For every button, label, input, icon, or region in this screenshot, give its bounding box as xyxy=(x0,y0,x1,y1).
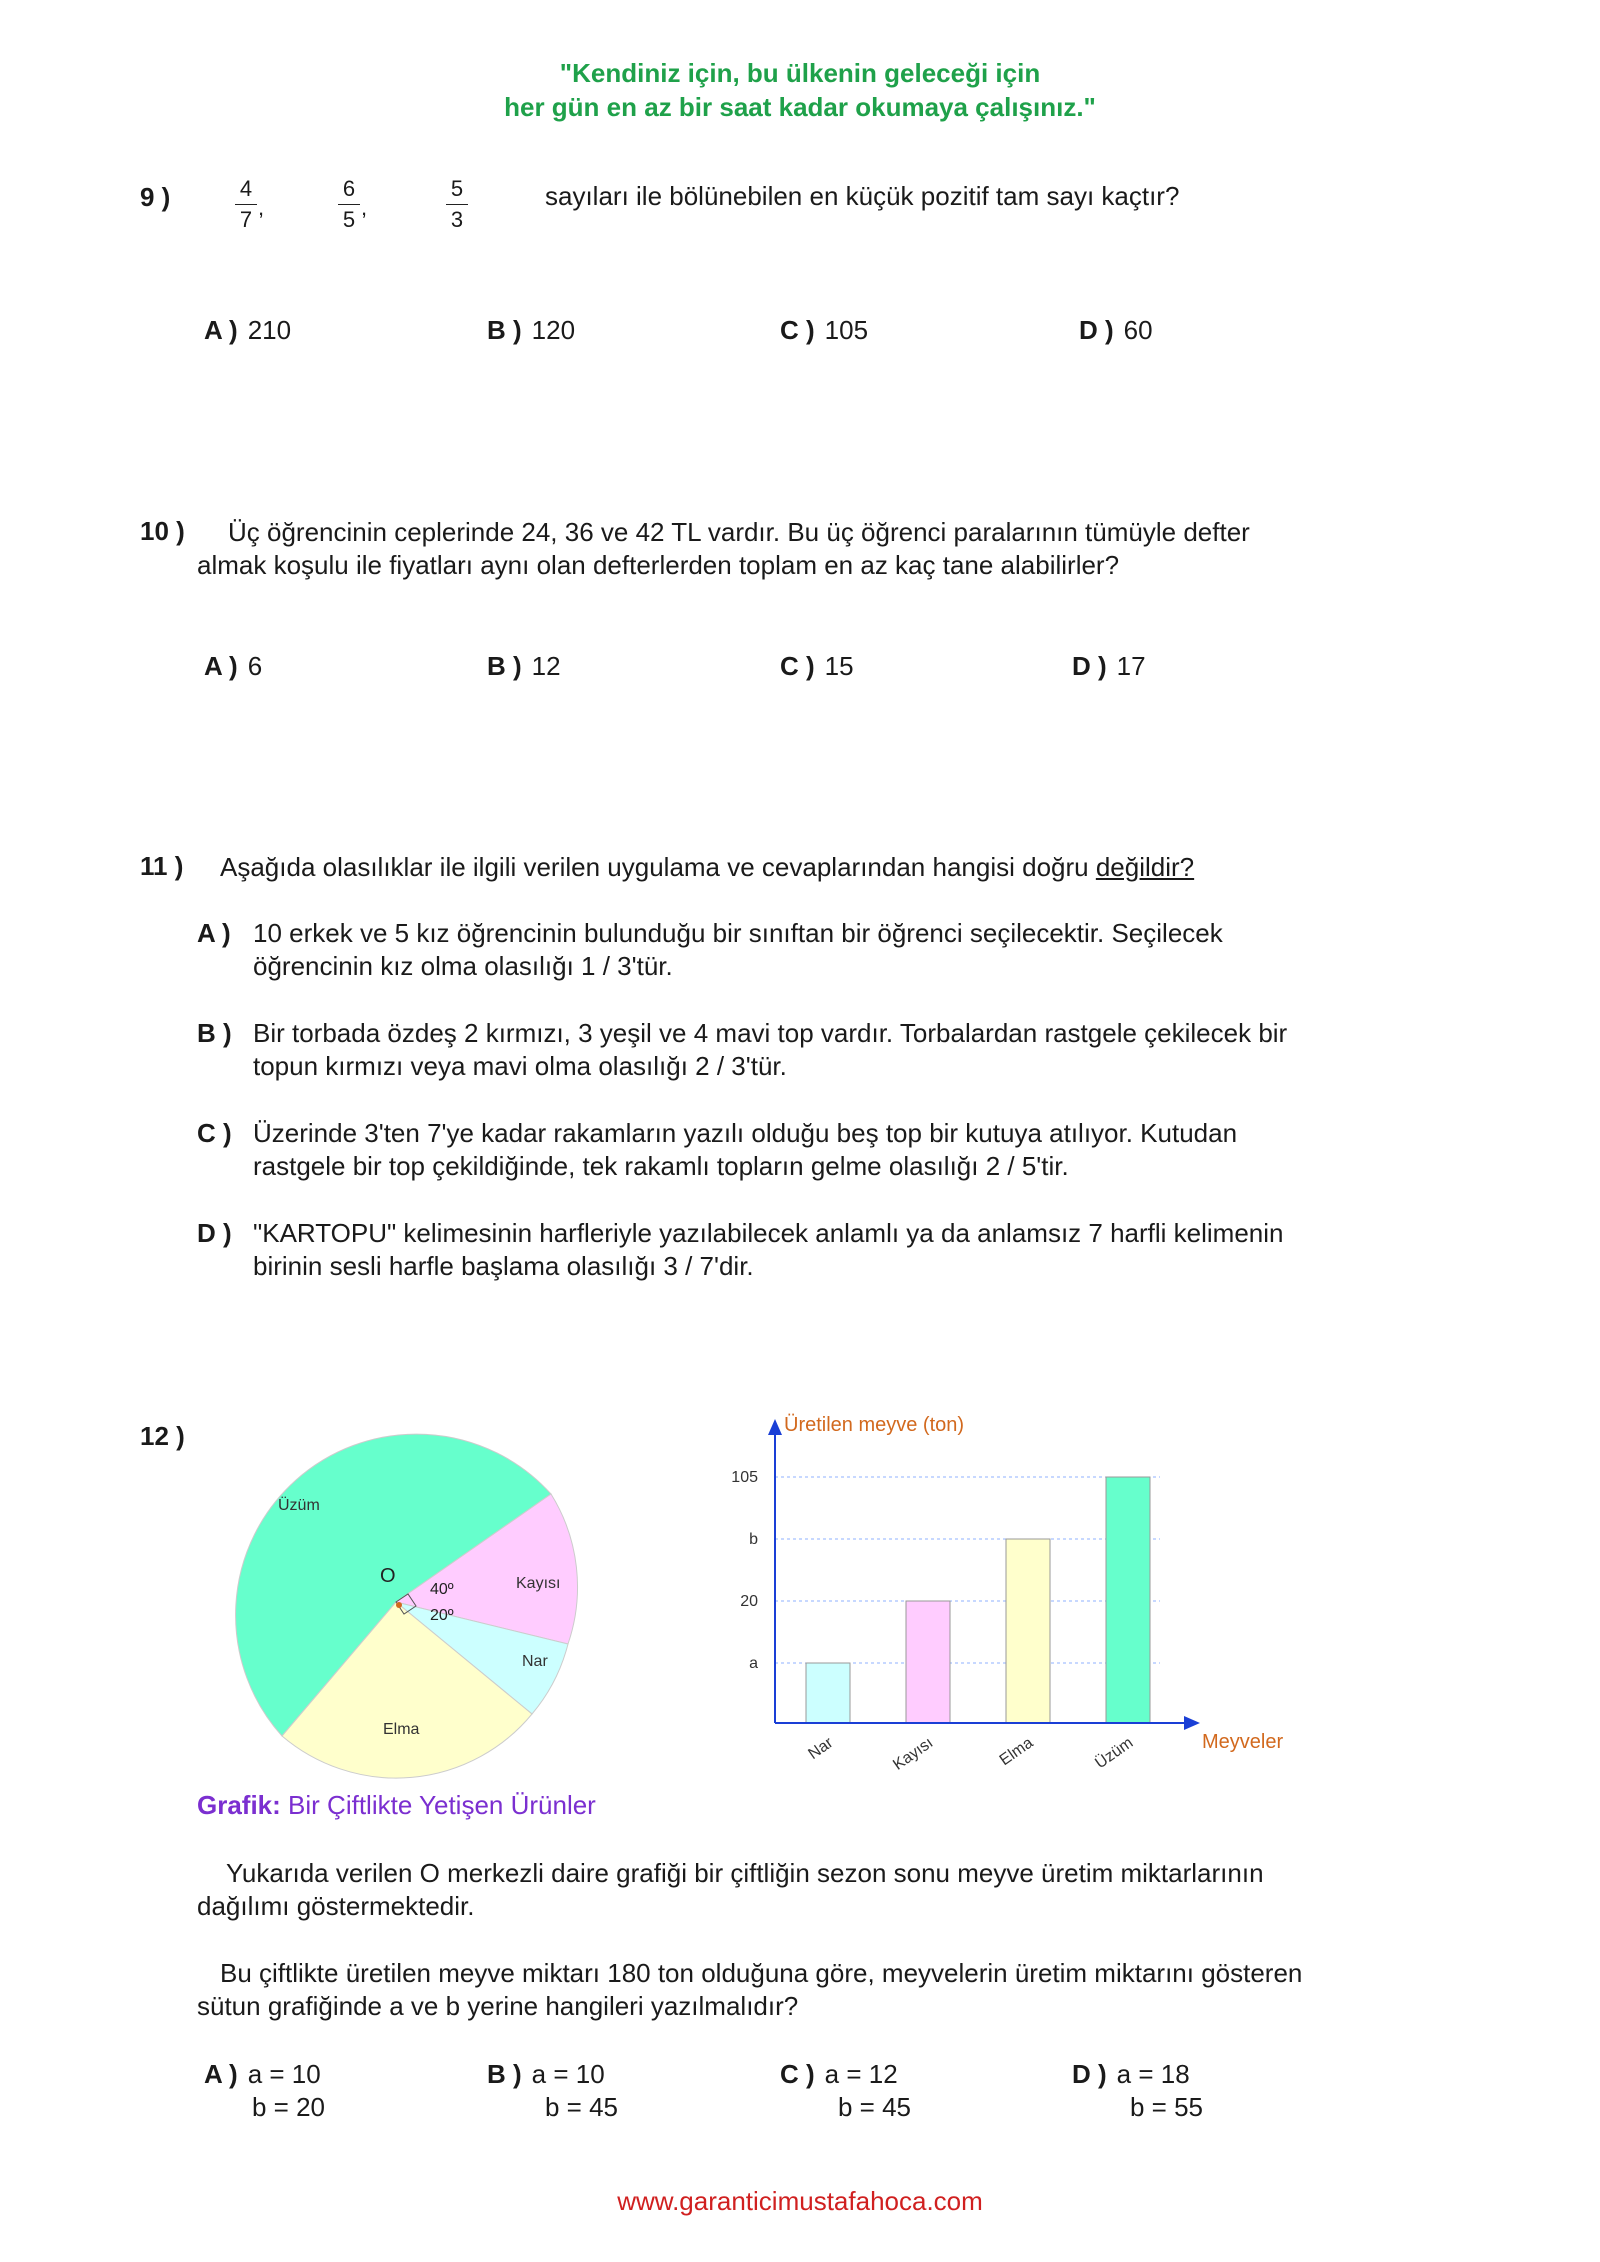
center-point xyxy=(396,1602,402,1608)
footer-website[interactable]: www.garanticimustafahoca.com xyxy=(617,2186,983,2216)
fraction-1: 4 7 xyxy=(235,176,257,233)
question-11-text: Aşağıda olasılıklar ile ilgili verilen uygulama ve cevaplarından hangisi doğru değildir? xyxy=(220,852,1195,882)
chart-caption: Grafik: Bir Çiftlikte Yetişen Ürünler xyxy=(197,1790,596,1820)
question-12-para1-line1: Yukarıda verilen O merkezli daire grafiği bir çiftliğin sezon sonu meyve üretim miktarlarının xyxy=(226,1858,1264,1888)
question-9-text: sayıları ile bölünebilen en küçük pozitif tam sayı kaçtır? xyxy=(545,181,1180,211)
q10-option-d[interactable]: D ) 17 xyxy=(1072,651,1146,681)
fraction-comma: , xyxy=(258,195,265,220)
question-9-number: 9 ) xyxy=(140,182,171,212)
q10-option-c[interactable]: C ) 15 xyxy=(780,651,854,681)
question-10-line-2: almak koşulu ile fiyatları aynı olan defterlerden toplam en az kaç tane alabilirler? xyxy=(197,550,1120,580)
angle-label-40: 40º xyxy=(430,1581,454,1598)
question-12-para1-line2: dağılımı göstermektedir. xyxy=(197,1891,475,1921)
x-axis-arrow xyxy=(1184,1716,1200,1730)
underlined-word: değildir? xyxy=(1095,852,1195,882)
x-tick-label: Üzüm xyxy=(1092,1734,1137,1773)
pie-label-elma: Elma xyxy=(383,1721,420,1738)
y-axis-arrow xyxy=(768,1419,782,1435)
pie-label-nar: Nar xyxy=(522,1653,548,1670)
q11-option-d[interactable]: D ) "KARTOPU" kelimesinin harfleriyle yazılabilecek anlamlı ya da anlamsız 7 harfli kelimenin birinin sesli harfle başlama olasılığı 3 / 7'dir. xyxy=(197,1218,1284,1281)
q11-option-a[interactable]: A ) 10 erkek ve 5 kız öğrencinin bulunduğu bir sınıftan bir öğrenci seçilecektir. Seçilecek öğrencinin kız olma olasılığı 1 / 3'tür. xyxy=(197,918,1223,981)
question-10-line-1: Üç öğrencinin ceplerinde 24, 36 ve 42 TL vardır. Bu üç öğrenci paralarının tümüyle defter xyxy=(228,517,1250,547)
y-tick-label: a xyxy=(749,1655,758,1672)
pie-label-uzum: Üzüm xyxy=(278,1497,320,1514)
q9-option-a[interactable]: A ) 210 xyxy=(204,315,292,345)
y-axis-title: Üretilen meyve (ton) xyxy=(784,1414,965,1436)
q11-option-b[interactable]: B ) Bir torbada özdeş 2 kırmızı, 3 yeşil ve 4 mavi top vardır. Torbalardan rastgele çekilecek bir topun kırmızı veya mavi olma olasılığı 2 / 3'tür. xyxy=(197,1018,1288,1081)
q12-option-b[interactable]: B ) a = 10 b = 45 xyxy=(487,2059,619,2122)
y-tick-label: b xyxy=(749,1531,758,1548)
pie-center-label: O xyxy=(380,1565,396,1587)
bar-0 xyxy=(806,1663,850,1723)
q9-option-b[interactable]: B ) 120 xyxy=(487,315,576,345)
q12-option-d[interactable]: D ) a = 18 b = 55 xyxy=(1072,2059,1204,2122)
y-tick-label: 20 xyxy=(740,1593,758,1610)
q9-option-d[interactable]: D ) 60 xyxy=(1079,315,1153,345)
q12-option-a[interactable]: A ) a = 10 b = 20 xyxy=(204,2059,326,2122)
x-tick-label: Kayısı xyxy=(890,1734,937,1774)
question-12-para2-line1: Bu çiftlikte üretilen meyve miktarı 180 ton olduğuna göre, meyvelerin üretim miktarını gösteren xyxy=(220,1958,1303,1988)
question-10-number: 10 ) xyxy=(140,516,185,546)
q11-option-c[interactable]: C ) Üzerinde 3'ten 7'ye kadar rakamların yazılı olduğu beş top bir kutuya atılıyor. Kutudan rastgele bir top çekildiğinde, tek rakamlı topların gelme olasılığı 2 / 5'tir. xyxy=(197,1118,1238,1181)
q9-option-c[interactable]: C ) 105 xyxy=(780,315,869,345)
y-tick-label: 105 xyxy=(731,1469,758,1486)
q10-option-b[interactable]: B ) 12 xyxy=(487,651,561,681)
x-axis-title: Meyveler xyxy=(1202,1731,1284,1753)
pie-chart xyxy=(200,1410,610,1790)
bar-2 xyxy=(1006,1539,1050,1723)
pie-label-kayisi: Kayısı xyxy=(516,1575,561,1592)
q10-option-a[interactable]: A ) 6 xyxy=(204,651,263,681)
q12-option-c[interactable]: C ) a = 12 b = 45 xyxy=(780,2059,912,2122)
motto-line-1: "Kendiniz için, bu ülkenin geleceği için xyxy=(559,58,1041,88)
x-tick-label: Elma xyxy=(996,1734,1037,1770)
x-tick-label: Nar xyxy=(805,1734,837,1764)
fraction-2: 6 5 xyxy=(338,176,360,233)
bar-1 xyxy=(906,1601,950,1723)
question-12-para2-line2: sütun grafiğinde a ve b yerine hangileri yazılmalıdır? xyxy=(197,1991,799,2021)
fraction-3: 5 3 xyxy=(446,176,468,233)
fraction-comma: , xyxy=(361,195,368,220)
question-11-number: 11 ) xyxy=(140,851,184,881)
motto-line-2: her gün en az bir saat kadar okumaya çalışınız." xyxy=(504,92,1096,122)
question-12-number: 12 ) xyxy=(140,1421,185,1451)
bar-chart xyxy=(720,1405,1320,1805)
angle-label-20: 20º xyxy=(430,1607,454,1624)
bar-3 xyxy=(1106,1477,1150,1723)
